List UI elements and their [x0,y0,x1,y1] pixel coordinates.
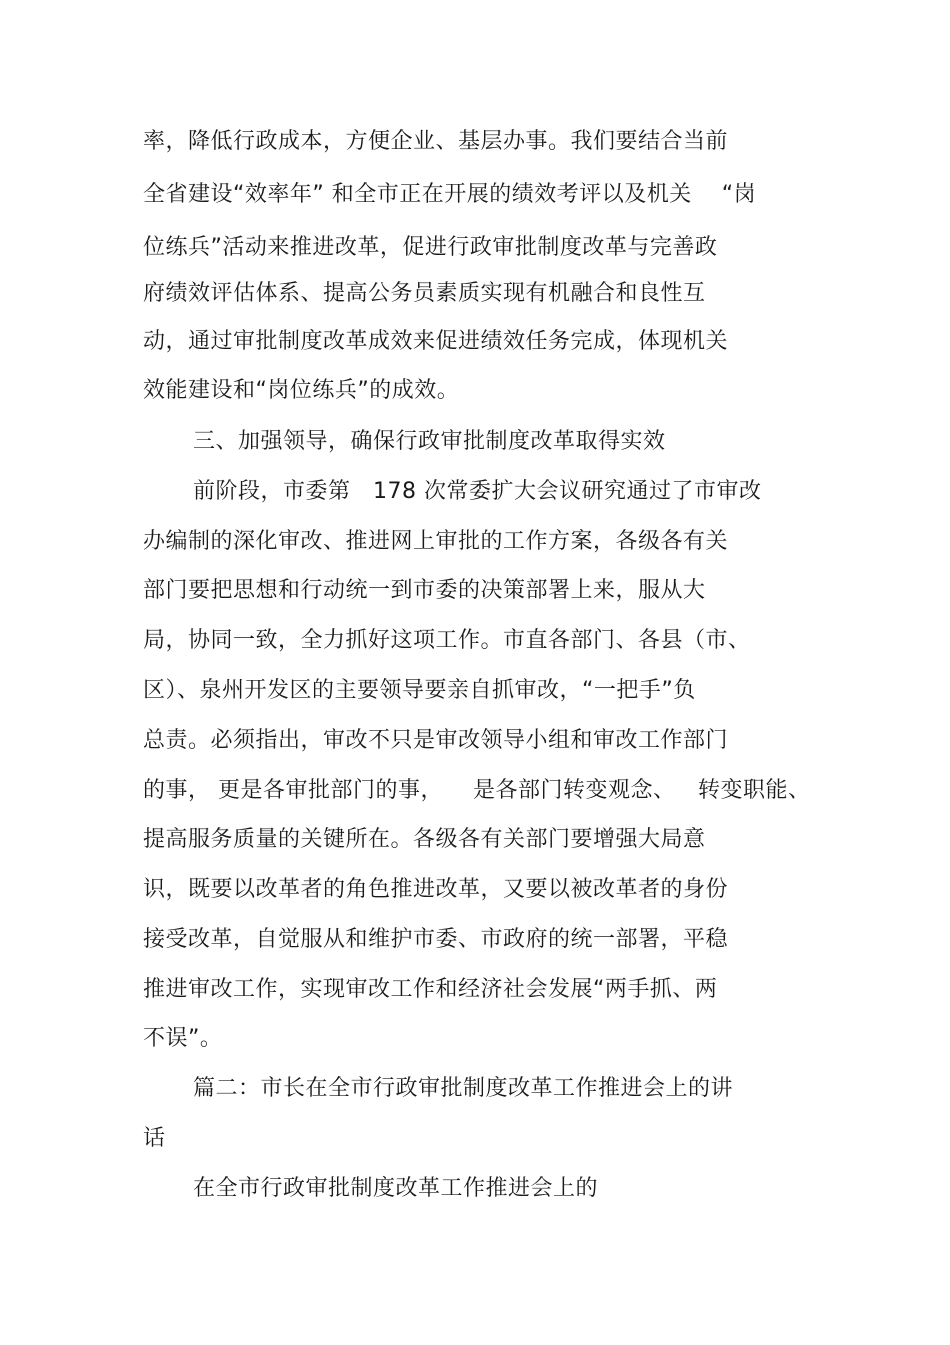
text-line: 提高服务质量的关键所在。各级各有关部门要增强大局意 [143,827,706,852]
text-line: 前阶段，市委第 178 次常委扩大会议研究通过了市审改 [193,479,762,504]
text-line: 位练兵”活动来推进改革，促进行政审批制度改革与完善政 [143,235,718,260]
text-line: 动，通过审批制度改革成效来促进绩效任务完成，体现机关 [143,329,729,354]
section-heading: 三、加强领导，确保行政审批制度改革取得实效 [193,429,666,454]
text-line: 局，协同一致，全力抓好这项工作。市直各部门、各县（市、 [143,628,751,653]
text-line: 的事， 更是各审批部门的事， 是各部门转变观念、 转变职能、 [143,778,811,803]
text-line: 效能建设和“岗位练兵”的成效。 [143,378,460,403]
text-line: 全省建设“效率年” 和全市正在开展的绩效考评以及机关 “岗 [143,182,757,207]
text-line: 部门要把思想和行动统一到市委的决策部署上来，服从大 [143,578,706,603]
text-line: 识，既要以改革者的角色推进改革，又要以被改革者的身份 [143,877,729,902]
article-title: 篇二：市长在全市行政审批制度改革工作推进会上的讲 [193,1076,734,1101]
text-line: 接受改革，自觉服从和维护市委、市政府的统一部署，平稳 [143,927,729,952]
text-line: 推进审改工作，实现审改工作和经济社会发展“两手抓、两 [143,977,718,1002]
text-line: 总责。必须指出，审改不只是审改领导小组和审改工作部门 [143,728,729,753]
text-line: 区）、泉州开发区的主要领导要亲自抓审改，“一把手”负 [143,678,696,703]
text-line: 府绩效评估体系、提高公务员素质实现有机融合和良性互 [143,281,706,306]
text-line: 不误”。 [143,1026,223,1051]
text-line: 在全市行政审批制度改革工作推进会上的 [193,1176,599,1201]
article-title-continued: 话 [143,1126,166,1151]
text-line: 率，降低行政成本，方便企业、基层办事。我们要结合当前 [143,129,729,154]
text-line: 办编制的深化审改、推进网上审批的工作方案，各级各有关 [143,529,729,554]
